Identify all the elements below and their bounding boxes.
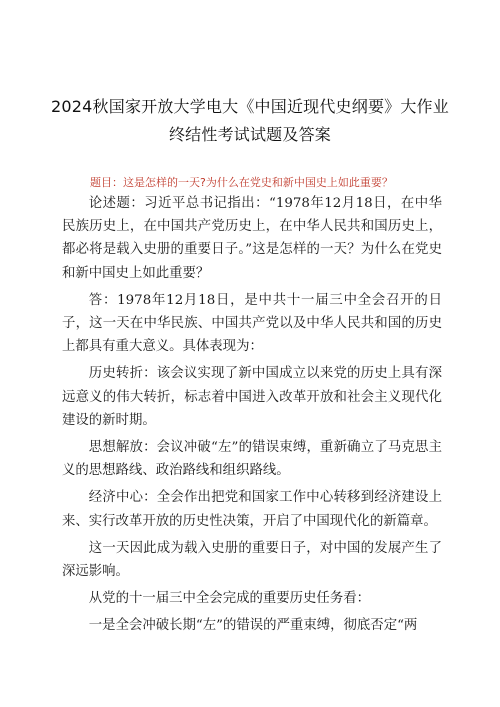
paragraph-conclusion: 这一天因此成为载入史册的重要日子，对中国的发展产生了深远影响。 — [62, 540, 442, 580]
paragraph-historic-turning-point: 历史转折：该会议实现了新中国成立以来党的历史上具有深远意义的伟大转折，标志着中国进入改革开放和社会主义现代化建设的新时期。 — [62, 366, 442, 428]
paragraph-first-point: 一是全会冲破长期“左”的错误的严重束缚，彻底否定“两 — [88, 618, 418, 634]
question-heading: 题目：这是怎样的一天?为什么在党史和新中国史上如此重要？ — [90, 176, 393, 189]
paragraph-ideological-emancipation: 思想解放：会议冲破“左”的错误束缚，重新确立了马克思主义的思想路线、政治路线和组织路线。 — [62, 440, 442, 479]
paragraph-economic-center: 经济中心：全会作出把党和国家工作中心转移到经济建设上来、实行改革开放的历史性决策，开启了中国现代化的新篇章。 — [62, 490, 442, 529]
paragraph-answer-intro: 答：1978年12月18日，是中共十一届三中全会召开的日子，这一天在中华民族、中国共产党以及中华人民共和国的历史上都具有重大意义。具体表现为： — [62, 292, 442, 355]
paragraph-essay-prompt: 论述题：习近平总书记指出：“1978年12月18日，在中华民族历史上，在中国共产党历史上，在中华人民共和国历史上，都必将是载入史册的重要日子。”这是怎样的一天？为什么在党史和新中国史上如此重要？ — [62, 196, 442, 281]
paragraph-historic-tasks: 从党的十一届三中全会完成的重要历史任务看： — [88, 591, 370, 607]
document-title-line-2: 终结性考试试题及答案 — [168, 125, 331, 144]
document-body — [62, 192, 442, 642]
document-title-line-1: 2024秋国家开放大学电大《中国近现代史纲要》大作业 — [51, 97, 449, 116]
